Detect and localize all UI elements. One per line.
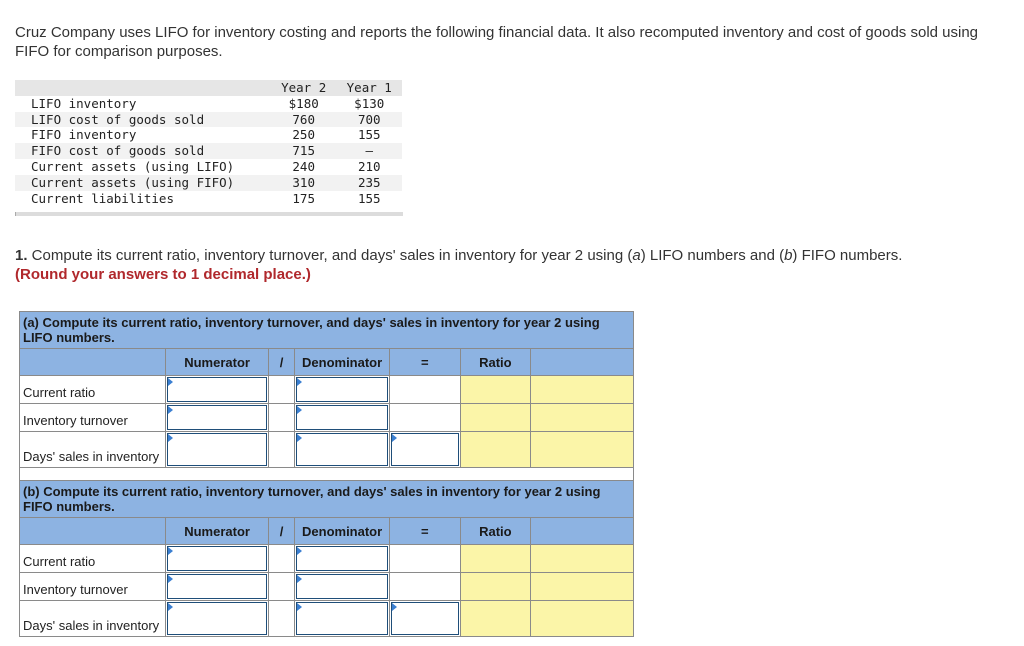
input-field[interactable] <box>296 405 388 430</box>
question-text <box>15 246 1010 284</box>
input-marker-icon <box>168 378 173 386</box>
part-b-grid <box>19 480 634 637</box>
part-a-row-label-inventory-turnover: Inventory turnover <box>20 404 166 432</box>
part-b-header-blank <box>531 518 634 545</box>
part-a-inventory-turnover-unit <box>531 404 634 432</box>
financial-row-year2: 175 <box>292 190 315 206</box>
part-b-inventory-turnover-denominator-input[interactable] <box>295 573 390 601</box>
part-a-current-ratio-numerator-input[interactable] <box>166 376 269 404</box>
financial-row-label: Current liabilities <box>31 190 174 206</box>
input-marker-icon <box>168 575 173 583</box>
financial-row-year2: 240 <box>292 158 315 174</box>
input-marker-icon <box>297 378 302 386</box>
rounding-instruction: (Round your answers to 1 decimal place.) <box>15 266 311 283</box>
input-marker-icon <box>168 603 173 611</box>
part-a-denominator-header: Denominator <box>295 349 390 376</box>
financial-row <box>15 175 402 191</box>
question-part-b-letter: b <box>784 247 793 264</box>
part-a-inventory-turnover-numerator-input[interactable] <box>166 404 269 432</box>
divide-cell <box>269 545 295 573</box>
divide-cell <box>269 601 295 637</box>
input-marker-icon <box>297 406 302 414</box>
part-b-divide-header: / <box>269 518 295 545</box>
financial-row-year2: 310 <box>271 175 337 191</box>
input-field[interactable] <box>391 602 459 635</box>
part-a-days-sales-unit <box>531 432 634 468</box>
financial-row-year1: 155 <box>357 127 381 143</box>
part-b-row-label-current-ratio: Current ratio <box>20 545 166 573</box>
financial-row-label: FIFO inventory <box>31 127 137 143</box>
part-a-header-blank <box>20 349 166 376</box>
financial-row <box>15 191 402 207</box>
input-field[interactable] <box>296 433 388 466</box>
financial-row-year1: 210 <box>357 158 381 174</box>
financial-row-year2: 715 <box>271 143 337 159</box>
equals-cell <box>389 376 460 404</box>
divide-cell <box>269 432 295 468</box>
part-a-numerator-header: Numerator <box>166 349 269 376</box>
financial-header-blank <box>15 80 271 96</box>
input-field[interactable] <box>167 574 267 599</box>
divide-cell <box>269 404 295 432</box>
problem-intro: Cruz Company uses LIFO for inventory costing and reports the following financial data. It also recomputed inventory and cost of goods sold using FIFO for comparison purposes. <box>15 24 979 60</box>
financial-row-year2: 250 <box>292 127 315 143</box>
financial-row-year1: 155 <box>357 190 381 206</box>
financial-row-label: FIFO cost of goods sold <box>15 143 271 159</box>
input-field[interactable] <box>296 377 388 402</box>
part-a-days-sales-numerator-input[interactable] <box>166 432 269 468</box>
input-marker-icon <box>392 603 397 611</box>
year1-header: Year 1 <box>336 80 402 96</box>
input-marker-icon <box>297 603 302 611</box>
part-a-title: (a) Compute its current ratio, inventory turnover, and days' sales in inventory for year 2 using LIFO numbers. <box>20 312 634 349</box>
financial-data-table <box>15 80 402 220</box>
part-b-equals-header: = <box>389 518 460 545</box>
divide-cell <box>269 376 295 404</box>
input-marker-icon <box>168 547 173 555</box>
financial-row-year1: 700 <box>336 112 402 128</box>
part-a-header-blank <box>531 349 634 376</box>
financial-row-year2: $180 <box>288 95 319 111</box>
part-b-row-label-inventory-turnover: Inventory turnover <box>20 573 166 601</box>
financial-row-year1: $130 <box>354 95 385 111</box>
financial-row-label: LIFO cost of goods sold <box>15 112 271 128</box>
financial-row <box>15 127 402 143</box>
financial-row <box>15 159 402 175</box>
part-b-days-sales-multiplier-input[interactable] <box>389 601 460 637</box>
year2-header: Year 2 <box>271 80 337 96</box>
equals-cell <box>389 545 460 573</box>
part-b-title: (b) Compute its current ratio, inventory turnover, and days' sales in inventory for year 2 using FIFO numbers. <box>20 481 634 518</box>
part-b-current-ratio-unit <box>531 545 634 573</box>
financial-row-label: Current assets (using FIFO) <box>15 175 271 191</box>
part-b-current-ratio-denominator-input[interactable] <box>295 545 390 573</box>
part-b-numerator-header: Numerator <box>166 518 269 545</box>
input-field[interactable] <box>296 574 388 599</box>
financial-header-row <box>15 80 402 96</box>
part-a-row-label-current-ratio: Current ratio <box>20 376 166 404</box>
input-field[interactable] <box>296 602 388 635</box>
table-bottom-rule <box>15 212 403 216</box>
part-a-days-sales-result <box>460 432 531 468</box>
input-marker-icon <box>297 575 302 583</box>
financial-row-year2: 760 <box>271 112 337 128</box>
part-b-current-ratio-numerator-input[interactable] <box>166 545 269 573</box>
financial-row-label: Current assets (using LIFO) <box>31 158 235 174</box>
part-a-current-ratio-result <box>460 376 531 404</box>
question-part-a-letter: a <box>632 247 641 264</box>
part-b-row-label-days-sales: Days' sales in inventory <box>20 601 166 637</box>
part-a-days-sales-denominator-input[interactable] <box>295 432 390 468</box>
equals-cell <box>389 573 460 601</box>
input-field[interactable] <box>167 405 267 430</box>
question-text-c: ) FIFO numbers. <box>792 247 903 264</box>
input-marker-icon <box>392 434 397 442</box>
part-a-equals-header: = <box>389 349 460 376</box>
part-a-current-ratio-denominator-input[interactable] <box>295 376 390 404</box>
part-b-denominator-header: Denominator <box>295 518 390 545</box>
financial-row-year1: 235 <box>336 175 402 191</box>
divide-cell <box>269 573 295 601</box>
part-a-row-label-days-sales: Days' sales in inventory <box>20 432 166 468</box>
part-b-current-ratio-result <box>460 545 531 573</box>
question-text-b: ) LIFO numbers and ( <box>640 247 785 264</box>
input-field[interactable] <box>167 602 267 635</box>
financial-row <box>15 112 402 128</box>
part-a-grid <box>19 311 634 489</box>
financial-row-label: LIFO inventory <box>31 95 137 111</box>
input-marker-icon <box>297 434 302 442</box>
input-field[interactable] <box>391 433 459 466</box>
part-b-days-sales-unit <box>531 601 634 637</box>
financial-row <box>15 96 402 112</box>
input-marker-icon <box>168 406 173 414</box>
part-a-inventory-turnover-result <box>460 404 531 432</box>
input-marker-icon <box>297 547 302 555</box>
input-field[interactable] <box>167 546 267 571</box>
part-b-ratio-header: Ratio <box>460 518 531 545</box>
part-a-current-ratio-unit <box>531 376 634 404</box>
input-marker-icon <box>168 434 173 442</box>
part-b-days-sales-numerator-input[interactable] <box>166 601 269 637</box>
part-a-divide-header: / <box>269 349 295 376</box>
part-b-days-sales-denominator-input[interactable] <box>295 601 390 637</box>
part-b-inventory-turnover-numerator-input[interactable] <box>166 573 269 601</box>
equals-cell <box>389 404 460 432</box>
part-a-ratio-header: Ratio <box>460 349 531 376</box>
part-b-header-blank <box>20 518 166 545</box>
part-b-inventory-turnover-unit <box>531 573 634 601</box>
input-field[interactable] <box>296 546 388 571</box>
question-text-a: Compute its current ratio, inventory turnover, and days' sales in inventory for year 2 using ( <box>27 247 633 264</box>
part-b-inventory-turnover-result <box>460 573 531 601</box>
part-b-days-sales-result <box>460 601 531 637</box>
part-a-inventory-turnover-denominator-input[interactable] <box>295 404 390 432</box>
financial-row-year1: – <box>336 143 402 159</box>
question-number: 1. <box>15 247 28 264</box>
financial-row <box>15 143 402 159</box>
input-field[interactable] <box>167 433 267 466</box>
part-a-days-sales-multiplier-input[interactable] <box>389 432 460 468</box>
input-field[interactable] <box>167 377 267 402</box>
